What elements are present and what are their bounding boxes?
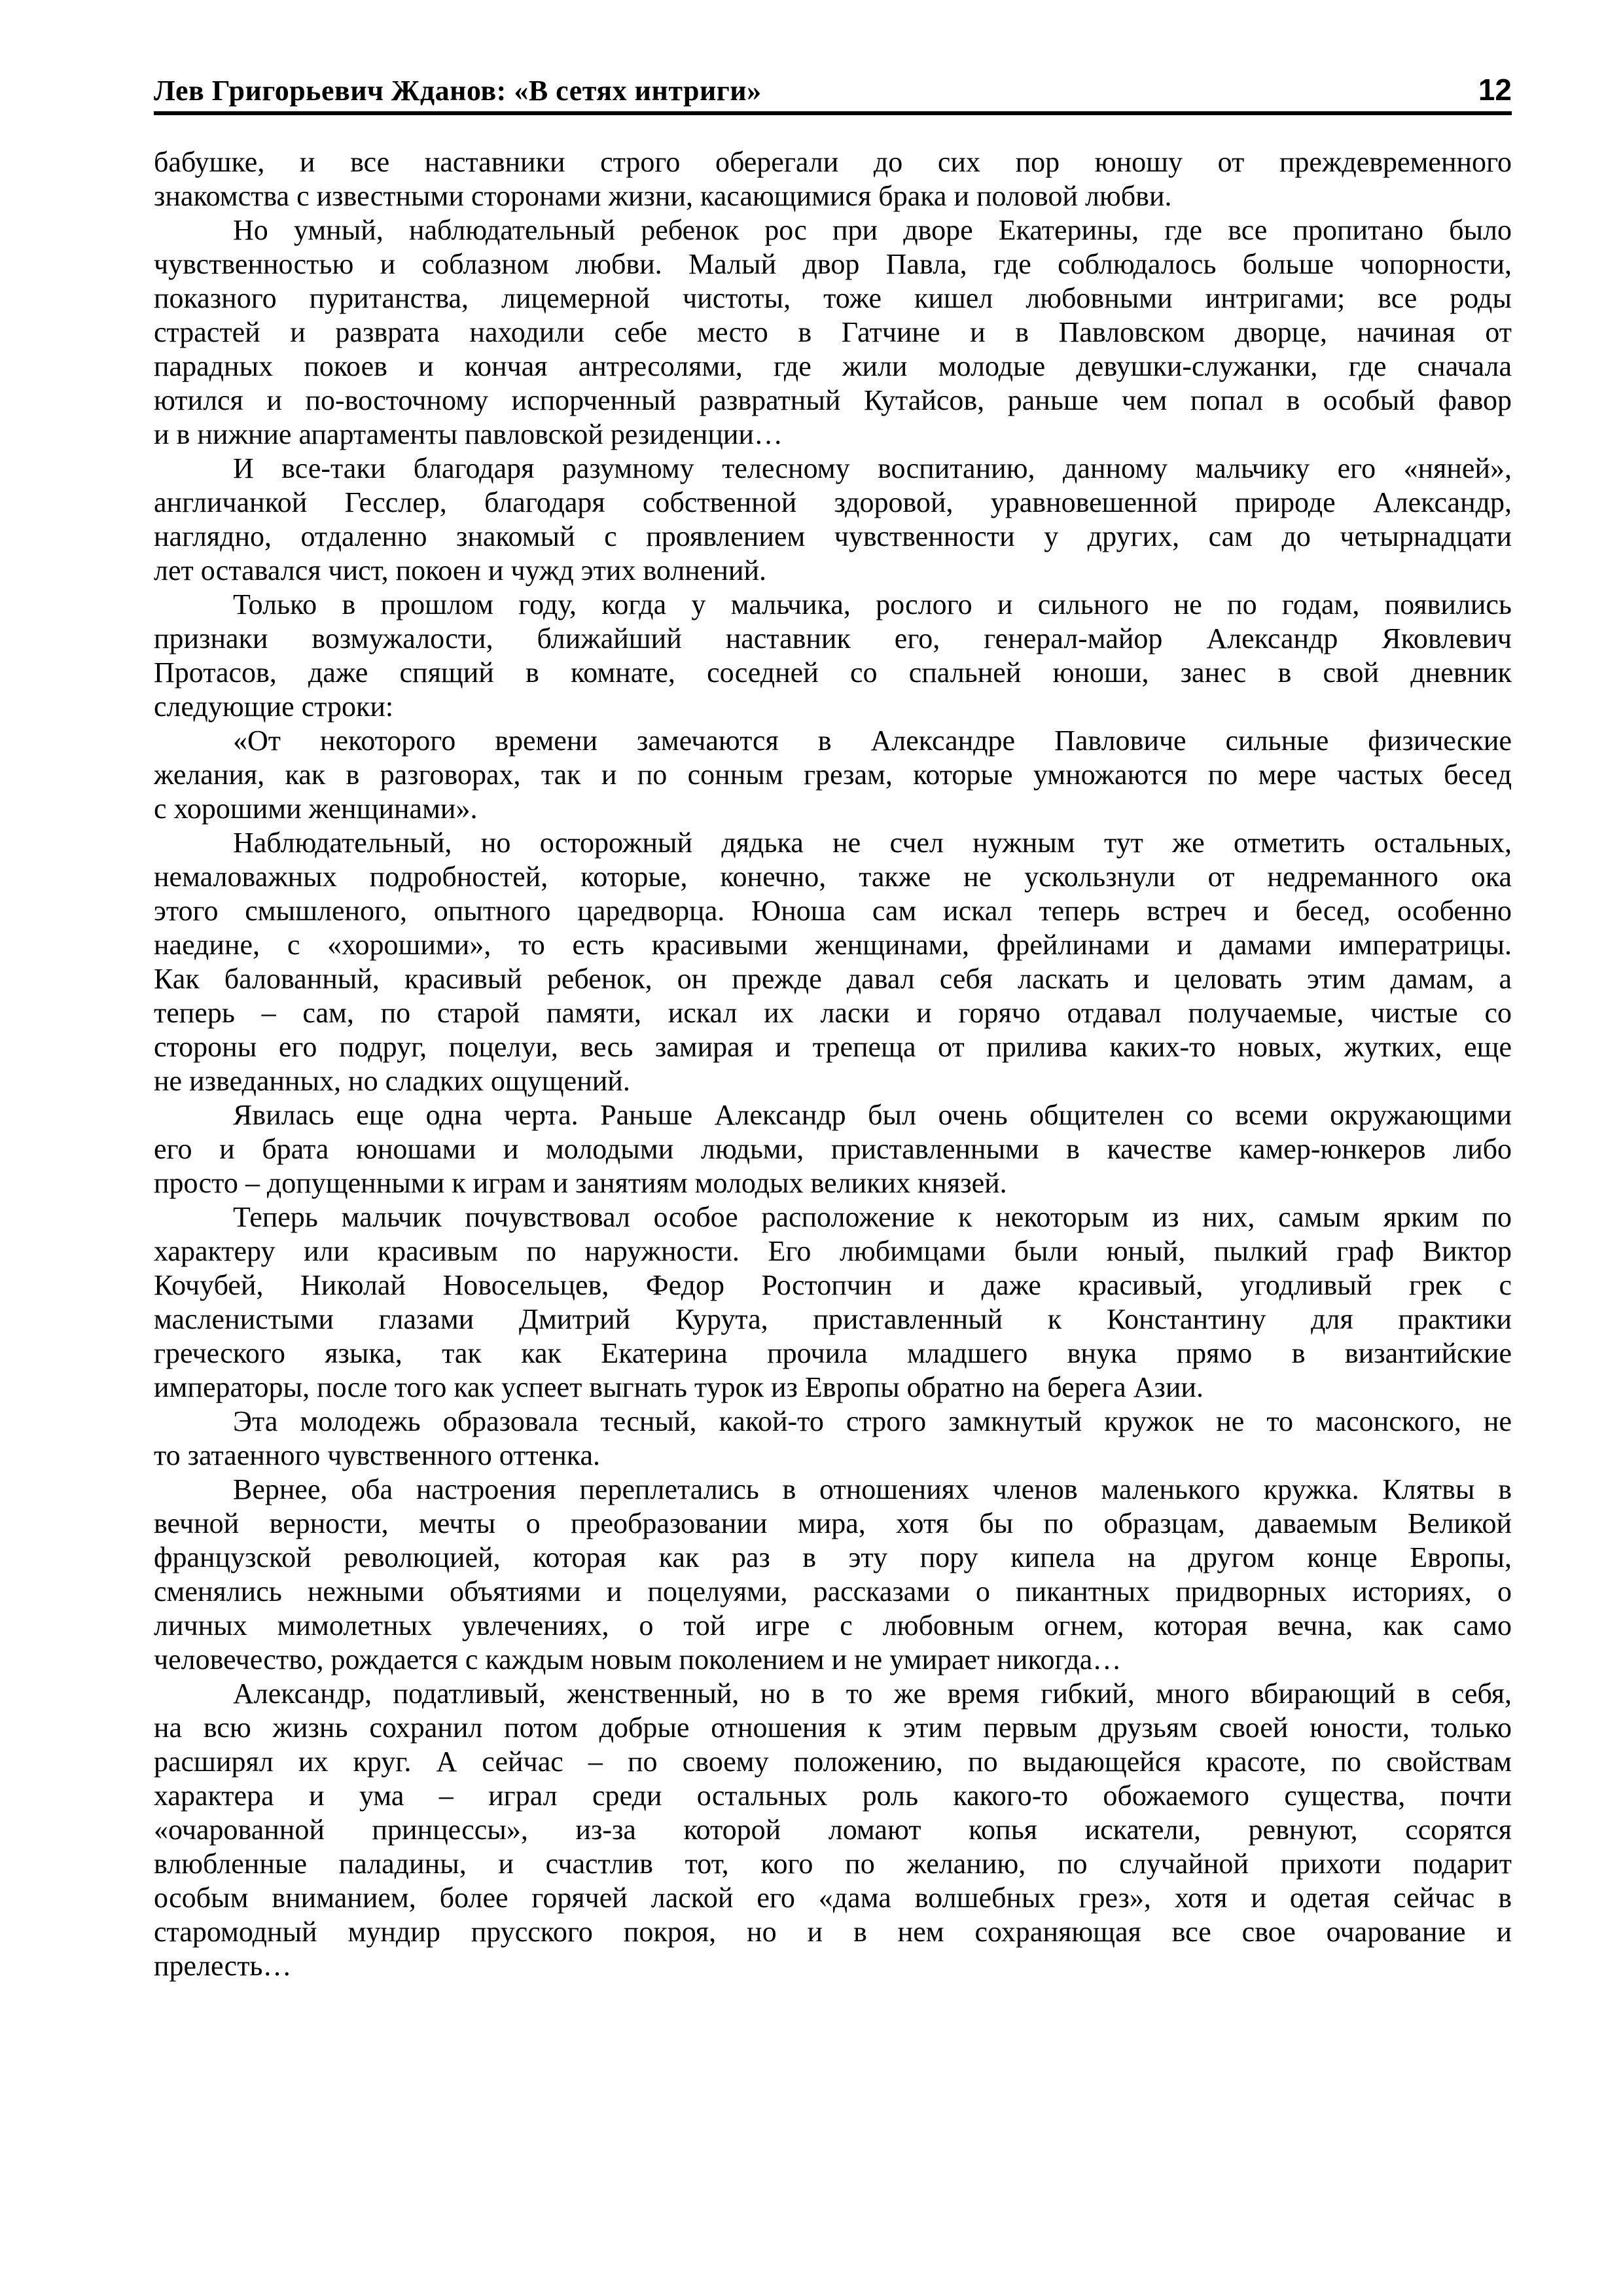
text-line: этого смышленого, опытного царедворца. Юноша сам искал теперь встреч и бесед, особенно xyxy=(154,895,1512,927)
text-line: Наблюдательный, но осторожный дядька не счел нужным тут же отметить остальных, xyxy=(233,827,1512,859)
paragraph xyxy=(154,1677,1512,1983)
text-line: парадных покоев и кончая антресолями, где жили молодые девушки-служанки, где сначала xyxy=(154,350,1512,382)
paragraph xyxy=(154,1405,1512,1473)
text-line: вечной верности, мечты о преобразовании мира, хотя бы по образцам, даваемым Великой xyxy=(154,1507,1512,1539)
text-line: личных мимолетных увлечениях, о той игре с любовным огнем, которая вечна, как само xyxy=(154,1609,1512,1641)
text-line: греческого языка, так как Екатерина прочила младшего внука прямо в византийские xyxy=(154,1337,1512,1369)
paragraph xyxy=(154,1473,1512,1677)
text-line: наедине, с «хорошими», то есть красивыми женщинами, фрейлинами и дамами императрицы. xyxy=(154,929,1512,961)
text-line: императоры, после того как успеет выгнать турок из Европы обратно на берега Азии. xyxy=(154,1371,1204,1403)
text-line: расширял их круг. А сейчас – по своему положению, по выдающейся красоте, по свойствам xyxy=(154,1746,1512,1778)
text-line: просто – допущенными к играм и занятиям молодых великих князей. xyxy=(154,1167,1007,1199)
text-line: Александр, податливый, женственный, но в то же время гибкий, много вбирающий в себя, xyxy=(233,1677,1512,1710)
text-line: человечество, рождается с каждым новым поколением и не умирает никогда… xyxy=(154,1643,1122,1676)
paragraph xyxy=(154,213,1512,452)
text-line: с хорошими женщинами». xyxy=(154,793,478,825)
text-line: Но умный, наблюдательный ребенок рос при дворе Екатерины, где все пропитано было xyxy=(233,214,1512,246)
text-line: Как балованный, красивый ребенок, он прежде давал себя ласкать и целовать этим дамам, а xyxy=(154,963,1512,995)
text-line: немаловажных подробностей, которые, конечно, также не ускользнули от недреманного ока xyxy=(154,861,1512,893)
text-line: стороны его подруг, поцелуи, весь замирая и трепеща от прилива каких-то новых, жутких, еще xyxy=(154,1031,1512,1063)
text-line: сменялись нежными объятиями и поцелуями, рассказами о пикантных придворных историях, о xyxy=(154,1575,1512,1607)
page-body xyxy=(154,145,1512,1983)
text-line: бабушке, и все наставники строго оберегали до сих пор юношу от преждевременного xyxy=(154,146,1512,178)
text-line: следующие строки: xyxy=(154,691,394,723)
text-line: на всю жизнь сохранил потом добрые отношения к этим первым друзьям своей юности, только xyxy=(154,1712,1512,1744)
text-line: прелесть… xyxy=(154,1950,292,1982)
page-header xyxy=(154,73,1512,107)
text-line: французской революцией, которая как раз в эту пору кипела на другом конце Европы, xyxy=(154,1541,1512,1573)
text-line: Эта молодежь образовала тесный, какой-то строго замкнутый кружок не то масонского, не xyxy=(233,1405,1512,1437)
text-line: показного пуританства, лицемерной чистоты, тоже кишел любовными интригами; все роды xyxy=(154,282,1512,314)
text-line: и в нижние апартаменты павловской резиденции… xyxy=(154,418,783,450)
text-line: Вернее, оба настроения переплетались в отношениях членов маленького кружка. Клятвы в xyxy=(233,1473,1512,1505)
text-line: особым вниманием, более горячей лаской его «дама волшебных грез», хотя и одетая сейчас в xyxy=(154,1882,1512,1914)
text-line: не изведанных, но сладких ощущений. xyxy=(154,1065,630,1097)
header-rule xyxy=(154,111,1512,115)
text-line: признаки возмужалости, ближайший наставник его, генерал-майор Александр Яковлевич xyxy=(154,622,1512,655)
text-line: Протасов, даже спящий в комнате, соседней со спальней юноши, занес в свой дневник xyxy=(154,656,1512,689)
paragraph xyxy=(154,826,1512,1098)
text-line: англичанкой Гесслер, благодаря собственной здоровой, уравновешенной природе Александр, xyxy=(154,486,1512,518)
text-line: желания, как в разговорах, так и по сонным грезам, которые умножаются по мере частых бесед xyxy=(154,759,1512,791)
text-line: Только в прошлом году, когда у мальчика, рослого и сильного не по годам, появились xyxy=(233,588,1512,620)
text-line: Кочубей, Николай Новосельцев, Федор Ростопчин и даже красивый, угодливый грек с xyxy=(154,1269,1512,1301)
paragraph xyxy=(154,145,1512,213)
page-number: 12 xyxy=(1478,73,1512,107)
text-line: его и брата юношами и молодыми людьми, приставленными в качестве камер-юнкеров либо xyxy=(154,1133,1512,1165)
text-line: Теперь мальчик почувствовал особое расположение к некоторым из них, самым ярким по xyxy=(233,1201,1512,1233)
text-line: старомодный мундир прусского покроя, но и в нем сохраняющая все свое очарование и xyxy=(154,1916,1512,1948)
text-line: наглядно, отдаленно знакомый с проявлением чувственности у других, сам до четырнадцати xyxy=(154,520,1512,552)
paragraph xyxy=(154,452,1512,588)
running-title: Лев Григорьевич Жданов: «В сетях интриги» xyxy=(154,75,762,107)
paragraph xyxy=(154,724,1512,826)
text-line: характеру или красивым по наружности. Его любимцами были юный, пылкий граф Виктор xyxy=(154,1235,1512,1267)
text-line: ютился и по-восточному испорченный развратный Кутайсов, раньше чем попал в особый фавор xyxy=(154,384,1512,416)
text-line: «От некоторого времени замечаются в Александре Павловиче сильные физические xyxy=(233,725,1512,757)
text-line: знакомства с известными сторонами жизни, касающимися брака и половой любви. xyxy=(154,180,1172,212)
paragraph xyxy=(154,1200,1512,1405)
paragraph xyxy=(154,588,1512,724)
text-line: страстей и разврата находили себе место в Гатчине и в Павловском дворце, начиная от xyxy=(154,316,1512,348)
text-line: лет оставался чист, покоен и чужд этих волнений. xyxy=(154,554,767,586)
paragraph xyxy=(154,1098,1512,1200)
text-line: характера и ума – играл среди остальных роль какого-то обожаемого существа, почти xyxy=(154,1780,1512,1812)
text-line: влюбленные паладины, и счастлив тот, кого по желанию, по случайной прихоти подарит xyxy=(154,1848,1512,1880)
text-line: «очарованной принцессы», из-за которой ломают копья искатели, ревнуют, ссорятся xyxy=(154,1814,1512,1846)
text-line: масленистыми глазами Дмитрий Курута, приставленный к Константину для практики xyxy=(154,1303,1512,1335)
text-line: И все-таки благодаря разумному телесному воспитанию, данному мальчику его «няней», xyxy=(233,452,1512,484)
text-line: чувственностью и соблазном любви. Малый двор Павла, где соблюдалось больше чопорности, xyxy=(154,248,1512,280)
text-line: то затаенного чувственного оттенка. xyxy=(154,1439,600,1471)
text-line: Явилась еще одна черта. Раньше Александр был очень общителен со всеми окружающими xyxy=(233,1099,1512,1131)
text-line: теперь – сам, по старой памяти, искал их ласки и горячо отдавал получаемые, чистые со xyxy=(154,997,1512,1029)
